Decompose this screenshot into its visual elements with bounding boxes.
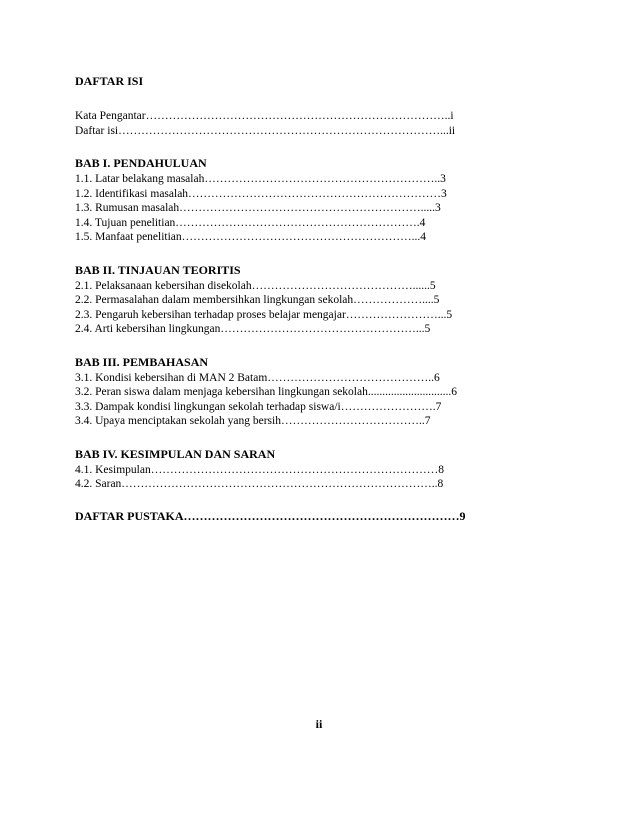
toc-entry: 3.3. Dampak kondisi lingkungan sekolah terhadap siswa/i…………………….7 — [75, 400, 442, 413]
front-matter-section — [75, 109, 500, 138]
page-number: ii — [315, 717, 323, 731]
toc-entry: 3.4. Upaya menciptakan sekolah yang bersih………………………………..7 — [75, 415, 431, 427]
toc-entry: 1.5. Manfaat penelitian……………………………………………………...4 — [75, 231, 427, 243]
chapter-section-3 — [75, 354, 500, 429]
table-of-contents — [75, 73, 500, 540]
toc-entry-daftar-pustaka: DAFTAR PUSTAKA……………………………………………………………9 — [75, 508, 466, 523]
toc-entry: 1.2. Identifikasi masalah…………………………………………………………3 — [75, 187, 447, 200]
chapter-section-1 — [75, 155, 500, 245]
toc-entry: 2.3. Pengaruh kebersihan terhadap proses belajar mengajar……………………...5 — [75, 308, 453, 321]
chapter-heading-4: BAB IV. KESIMPULAN DAN SARAN — [75, 446, 276, 461]
toc-entry: 3.1. Kondisi kebersihan di MAN 2 Batam……………………………………..6 — [75, 371, 440, 384]
chapter-heading-2: BAB II. TINJAUAN TEORITIS — [75, 262, 241, 277]
chapter-heading-3: BAB III. PEMBAHASAN — [75, 354, 209, 369]
chapter-heading-1: BAB I. PENDAHULUAN — [75, 156, 207, 170]
toc-entry-kata-pengantar: Kata Pengantar……………………………………………………………………..i — [75, 110, 454, 122]
toc-entry: 3.2. Peran siswa dalam menjaga kebersihan lingkungan sekolah.............................6 — [75, 386, 457, 398]
toc-title: DAFTAR ISI — [75, 74, 144, 88]
toc-entry: 4.2. Saran………………………………………………………………………..8 — [75, 478, 444, 490]
back-matter-section — [75, 509, 500, 524]
toc-entry: 2.1. Pelaksanaan kebersihan disekolah……………………………………......5 — [75, 279, 436, 292]
toc-entry: 1.1. Latar belakang masalah……………………………………………………..3 — [75, 173, 446, 185]
toc-entry: 1.4. Tujuan penelitian……………………………………………………….4 — [75, 216, 426, 229]
toc-entry: 1.3. Rumusan masalah……………………………………………………….....3 — [75, 202, 441, 214]
toc-entry: 4.1. Kesimpulan…………………………………………………………………8 — [75, 463, 444, 476]
toc-entry: 2.4. Arti kebersihan lingkungan……………………………………………...5 — [75, 323, 431, 335]
chapter-section-4 — [75, 446, 500, 492]
toc-entry: 2.2. Permasalahan dalam membersihkan lingkungan sekolah………………....5 — [75, 294, 440, 306]
toc-entry-daftar-isi: Daftar isi…………………………………………………………………………...ii — [75, 124, 456, 137]
chapter-section-2 — [75, 262, 500, 337]
